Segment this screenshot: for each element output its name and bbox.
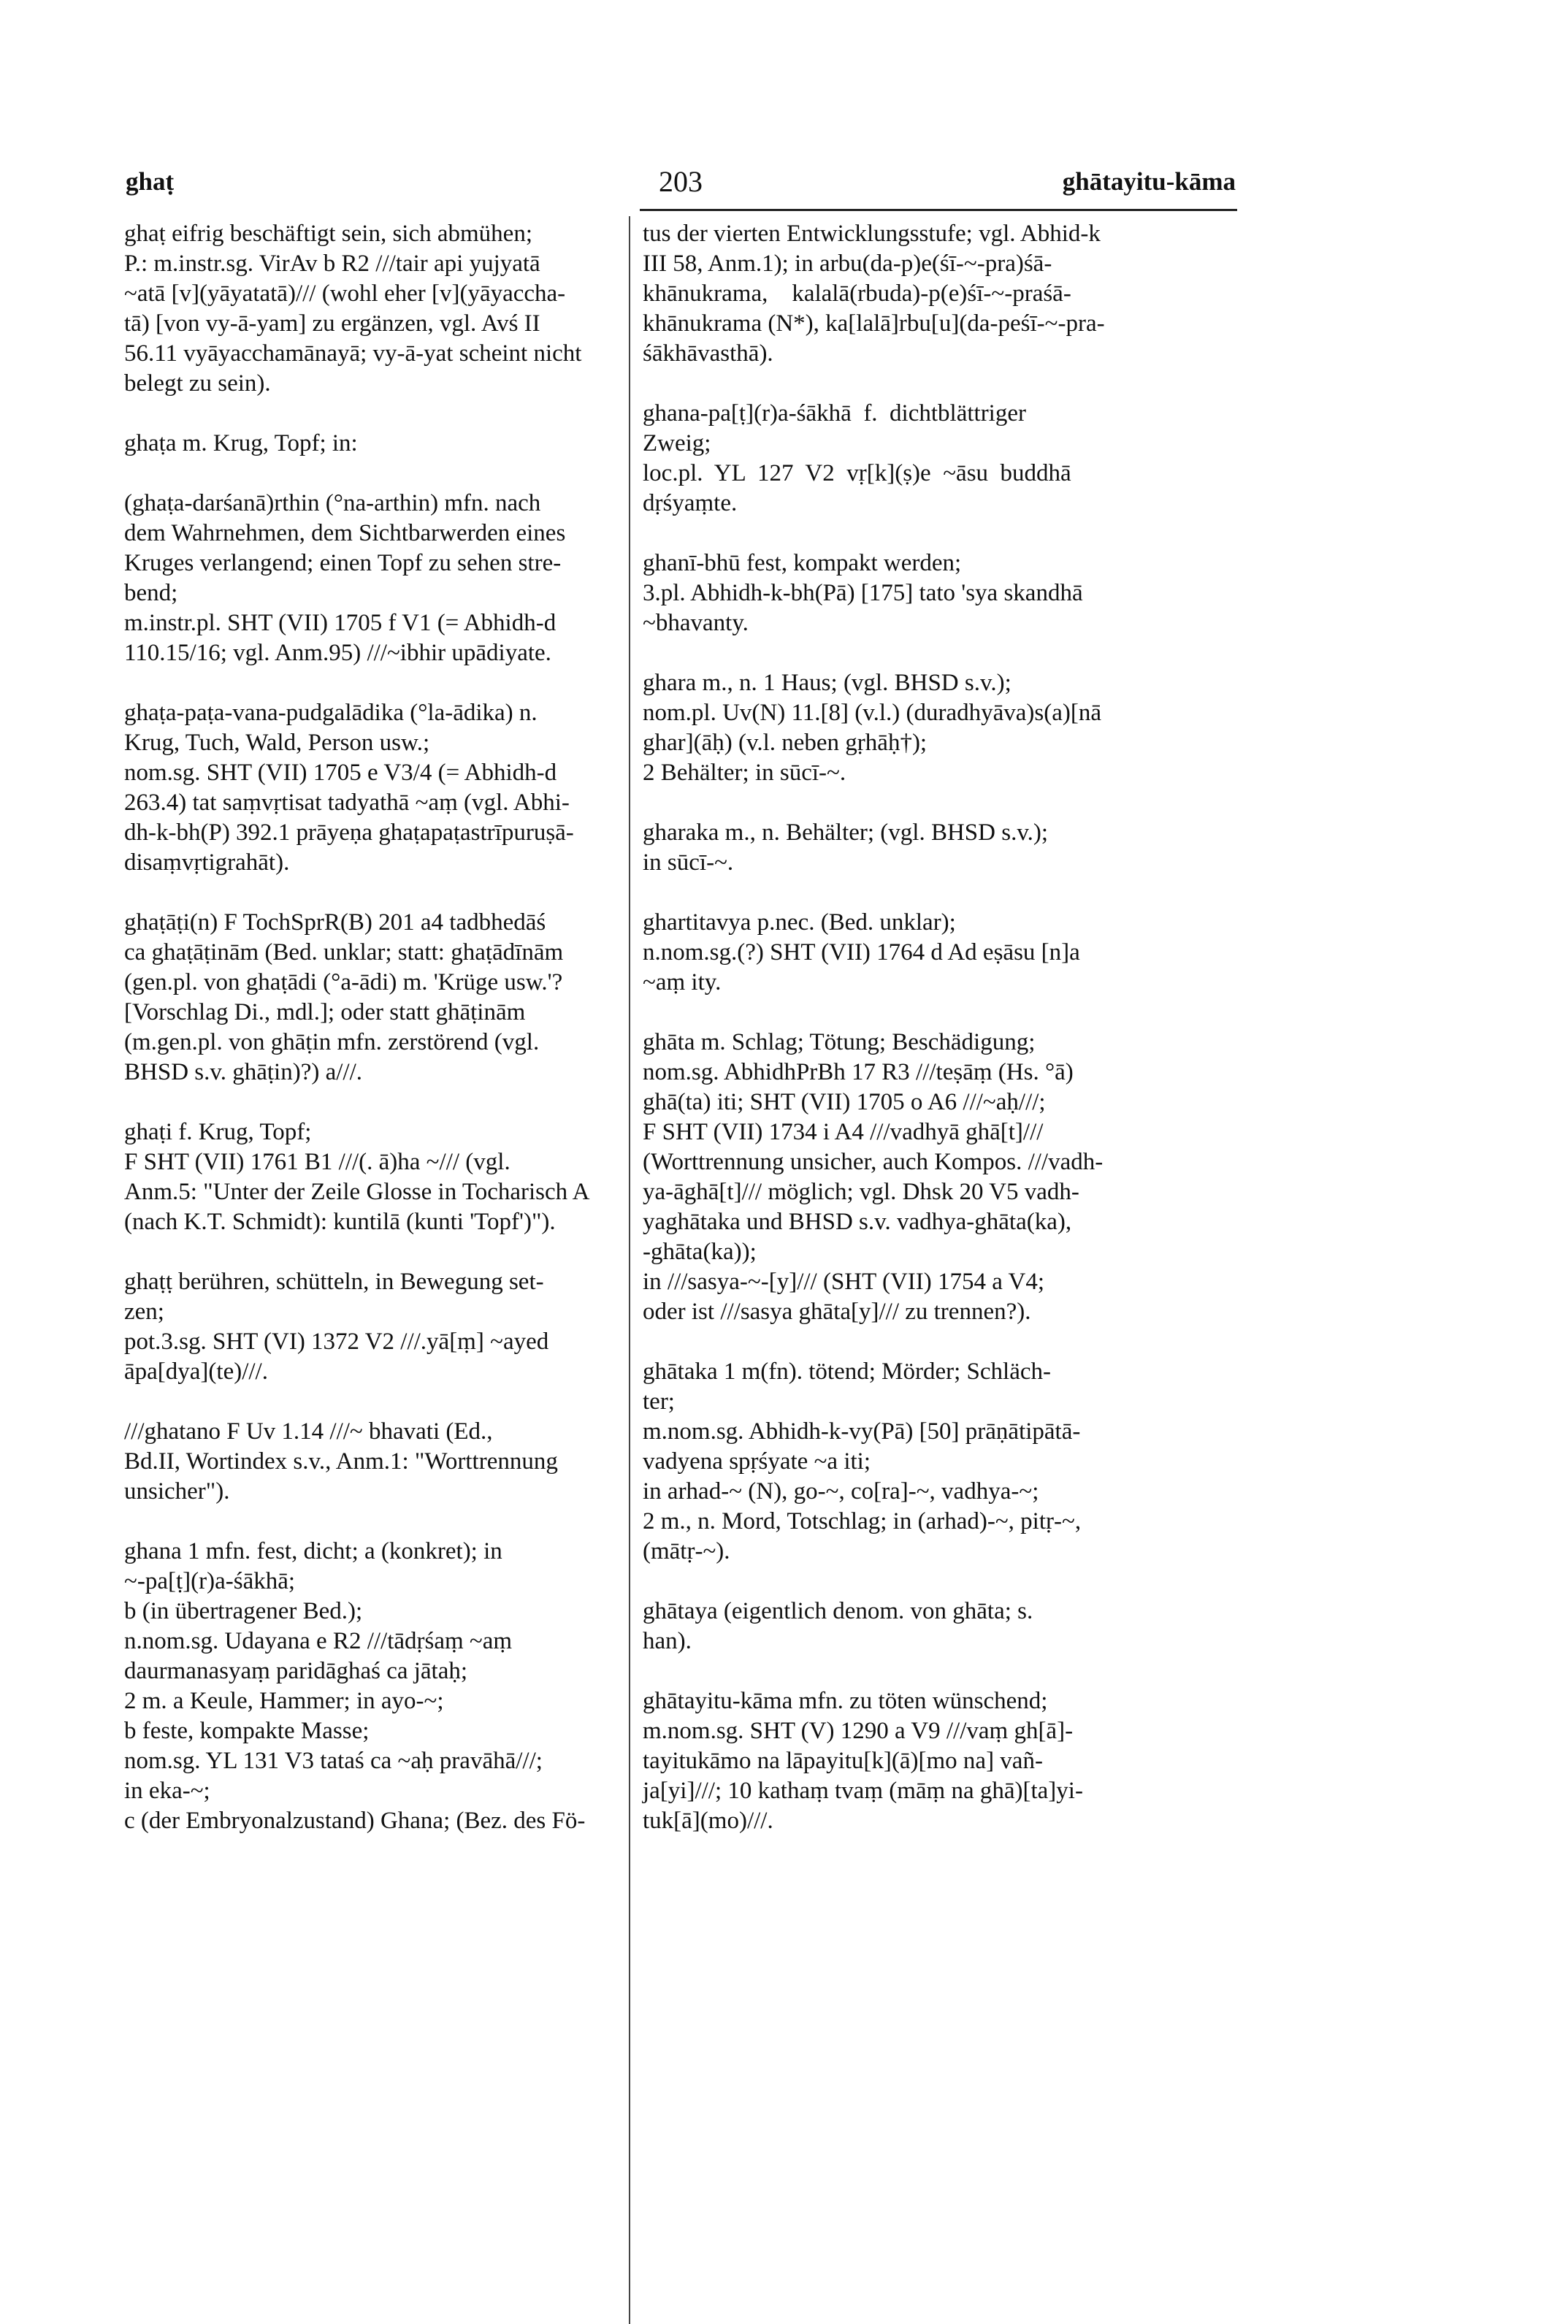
dictionary-entry [643, 1028, 1237, 1327]
entry-line: yaghātaka und BHSD s.v. vadhya-ghāta(ka), [643, 1209, 1072, 1235]
entry-line: Zweig; [643, 430, 711, 456]
entry-line: ~atā [v](yāyatatā)/// (wohl eher [v](yāyaccha- [124, 280, 566, 307]
entry-line: n.nom.sg.(?) SHT (VII) 1764 d Ad eṣāsu [n]a [643, 939, 1080, 966]
page-header [126, 167, 1236, 202]
right-column [643, 219, 1237, 1866]
entry-line: nom.sg. YL 131 V3 tataś ca ~aḥ pravāhā///; [124, 1748, 543, 1774]
entry-line: (m.gen.pl. von ghāṭin mfn. zerstörend (vgl. [124, 1029, 540, 1055]
dictionary-entry [643, 1357, 1237, 1567]
entry-line: tuk[ā](mo)///. [643, 1808, 773, 1834]
entry-line: in arhad-~ (N), go-~, co[ra]-~, vadhya-~; [643, 1478, 1039, 1505]
dictionary-entry [643, 219, 1237, 369]
entry-line: 3.pl. Abhidh-k-bh(Pā) [175] tato 'sya skandhā [643, 580, 1083, 606]
entry-line: zen; [124, 1299, 164, 1325]
entry-line: unsicher"). [124, 1478, 230, 1505]
entry-line: nom.pl. Uv(N) 11.[8] (v.l.) (duradhyāva)s(a)[nā [643, 700, 1101, 726]
entry-line: ~-pa[ṭ](r)a-śākhā; [124, 1568, 296, 1594]
entry-line: khānukrama (N*), ka[lalā]rbu[u](da-peśī-~-pra- [643, 310, 1105, 337]
dictionary-entry [124, 908, 613, 1088]
entry-headline: ghaṭa m. Krug, Topf; in: [124, 430, 358, 456]
dictionary-entry [124, 1117, 613, 1237]
dictionary-entry [124, 219, 613, 399]
entry-headline: ghaṭāṭi(n) F TochSprR(B) 201 a4 tadbhedāś [124, 909, 546, 936]
entry-line: (Worttrennung unsicher, auch Kompos. ///vadh- [643, 1149, 1104, 1175]
dictionary-entry [643, 399, 1237, 519]
entry-line: -ghāta(ka)); [643, 1239, 757, 1265]
dictionary-entry [643, 1597, 1237, 1656]
entry-line: III 58, Anm.1); in arbu(da-p)e(śī-~-pra)śā- [643, 251, 1052, 277]
entry-line: 263.4) tat saṃvṛtisat tadyathā ~aṃ (vgl. Abhi- [124, 790, 570, 816]
entry-line: disaṃvṛtigrahāt). [124, 849, 290, 876]
entry-line: 2 m., n. Mord, Totschlag; in (arhad)-~, pitṛ-~, [643, 1508, 1082, 1534]
dictionary-entry [643, 668, 1237, 788]
entry-line: m.nom.sg. SHT (V) 1290 a V9 ///vaṃ gh[ā]- [643, 1718, 1074, 1744]
entry-headline: ghartitavya p.nec. (Bed. unklar); [643, 909, 956, 936]
entry-line: ja[yi]///; 10 kathaṃ tvaṃ (māṃ na ghā)[ta]yi- [643, 1778, 1083, 1804]
entry-headline: ghara m., n. 1 Haus; (vgl. BHSD s.v.); [643, 670, 1011, 696]
entry-headline: ghana-pa[ṭ](r)a-śākhā f. dichtblättriger [643, 400, 1026, 427]
entry-line: dh-k-bh(P) 392.1 prāyeṇa ghaṭapaṭastrīpuruṣā- [124, 819, 574, 846]
entry-headline: (ghaṭa-darśanā)rthin (°na-arthin) mfn. nach [124, 490, 541, 516]
entry-line: 56.11 vyāyacchamānayā; vy-ā-yat scheint nicht [124, 340, 582, 367]
entry-headline: ghāta m. Schlag; Tötung; Beschädigung; [643, 1029, 1036, 1055]
entry-line: ~aṃ ity. [643, 969, 722, 995]
entry-line: ter; [643, 1388, 675, 1415]
entry-line: ca ghaṭāṭinām (Bed. unklar; statt: ghaṭādīnām [124, 939, 564, 966]
entry-headline: ghana 1 mfn. fest, dicht; a (konkret); in [124, 1538, 502, 1564]
dictionary-entry [643, 818, 1237, 878]
dictionary-entry [124, 1417, 613, 1507]
entry-line: ghā(ta) iti; SHT (VII) 1705 o A6 ///~aḥ///; [643, 1089, 1046, 1115]
running-head-right: ghātayitu-kāma [1062, 167, 1236, 196]
dictionary-entry [124, 429, 613, 459]
entry-line: belegt zu sein). [124, 370, 271, 397]
entry-line: nom.sg. AbhidhPrBh 17 R3 ///teṣāṃ (Hs. °ā) [643, 1059, 1074, 1085]
dictionary-entry [643, 908, 1237, 998]
entry-line: [Vorschlag Di., mdl.]; oder statt ghāṭinām [124, 999, 526, 1025]
entry-line: tayitukāmo na lāpayitu[k](ā)[mo na] vañ- [643, 1748, 1043, 1774]
entry-line: khānukrama, kalalā(rbuda)-p(e)śī-~-praśā- [643, 280, 1071, 307]
entry-headline: ghātaya (eigentlich denom. von ghāta; s. [643, 1598, 1033, 1624]
entry-headline: ghaṭa-paṭa-vana-pudgalādika (°la-ādika) n. [124, 700, 538, 726]
dictionary-entry [124, 1267, 613, 1387]
entry-line: ghar](āḥ) (v.l. neben gṛhāḥ†); [643, 730, 928, 756]
entry-line: dem Wahrnehmen, dem Sichtbarwerden eines [124, 520, 566, 546]
entry-headline: ghaṭ eifrig beschäftigt sein, sich abmühen; [124, 221, 533, 247]
entry-line: śākhāvasthā). [643, 340, 773, 367]
entry-headline: ///ghatano F Uv 1.14 ///~ bhavati (Ed., [124, 1418, 493, 1445]
entry-line: vadyena spṛśyate ~a iti; [643, 1448, 871, 1475]
entry-line: b feste, kompakte Masse; [124, 1718, 370, 1744]
entry-line: 2 m. a Keule, Hammer; in ayo-~; [124, 1688, 444, 1714]
entry-line: oder ist ///sasya ghāta[y]/// zu trennen?). [643, 1299, 1031, 1325]
left-column [124, 219, 613, 1866]
entry-headline: ghaṭi f. Krug, Topf; [124, 1119, 312, 1145]
entry-line: Anm.5: "Unter der Zeile Glosse in Tocharisch A [124, 1179, 590, 1205]
dictionary-entry [643, 548, 1237, 638]
column-divider [629, 216, 630, 2324]
entry-line: Krug, Tuch, Wald, Person usw.; [124, 730, 430, 756]
entry-line: bend; [124, 580, 178, 606]
entry-line: tā) [von vy-ā-yam] zu ergänzen, vgl. Avś II [124, 310, 540, 337]
entry-line: 110.15/16; vgl. Anm.95) ///~ibhir upādiyate. [124, 640, 551, 666]
entry-headline: ghātayitu-kāma mfn. zu töten wünschend; [643, 1688, 1048, 1714]
dictionary-entry [124, 489, 613, 668]
entry-line: c (der Embryonalzustand) Ghana; (Bez. des Fö- [124, 1808, 586, 1834]
header-rule [640, 209, 1237, 211]
entry-line: han). [643, 1628, 692, 1654]
entry-line: (gen.pl. von ghaṭādi (°a-ādi) m. 'Krüge usw.'? [124, 969, 563, 995]
entry-line: in sūcī-~. [643, 849, 734, 876]
entry-line: 2 Behälter; in sūcī-~. [643, 760, 846, 786]
entry-line: daurmanasyaṃ paridāghaś ca jātaḥ; [124, 1658, 468, 1684]
entry-headline: gharaka m., n. Behälter; (vgl. BHSD s.v.); [643, 819, 1049, 846]
entry-line: āpa[dya](te)///. [124, 1358, 268, 1385]
entry-line: m.nom.sg. Abhidh-k-vy(Pā) [50] prāṇātipātā- [643, 1418, 1081, 1445]
entry-line: b (in übertragener Bed.); [124, 1598, 363, 1624]
entry-line: Bd.II, Wortindex s.v., Anm.1: "Worttrennung [124, 1448, 558, 1475]
entry-line: dṛśyaṃte. [643, 490, 738, 516]
entry-headline: tus der vierten Entwicklungsstufe; vgl. Abhid-k [643, 221, 1101, 247]
entry-line: pot.3.sg. SHT (VI) 1372 V2 ///.yā[ṃ] ~ayed [124, 1329, 549, 1355]
dictionary-entry [643, 1686, 1237, 1836]
entry-line: (mātṛ-~). [643, 1538, 730, 1564]
entry-headline: ghātaka 1 m(fn). tötend; Mörder; Schläch- [643, 1358, 1051, 1385]
dictionary-entry [124, 698, 613, 878]
entry-line: in eka-~; [124, 1778, 210, 1804]
entry-line: Kruges verlangend; einen Topf zu sehen stre- [124, 550, 562, 576]
entry-headline: ghanī-bhū fest, kompakt werden; [643, 550, 962, 576]
entry-line: in ///sasya-~-[y]/// (SHT (VII) 1754 a V4; [643, 1269, 1045, 1295]
entry-line: m.instr.pl. SHT (VII) 1705 f V1 (= Abhidh-d [124, 610, 557, 636]
entry-headline: ghaṭṭ berühren, schütteln, in Bewegung set- [124, 1269, 544, 1295]
entry-line: (nach K.T. Schmidt): kuntilā (kunti 'Topf')"). [124, 1209, 556, 1235]
page-number: 203 [659, 165, 703, 198]
entry-line: BHSD s.v. ghāṭin)?) a///. [124, 1059, 362, 1085]
entry-line: ya-āghā[t]/// möglich; vgl. Dhsk 20 V5 vadh- [643, 1179, 1079, 1205]
entry-line: loc.pl. YL 127 V2 vṛ[k](ṣ)e ~āsu buddhā [643, 460, 1071, 486]
entry-line: ~bhavanty. [643, 610, 749, 636]
entry-line: nom.sg. SHT (VII) 1705 e V3/4 (= Abhidh-d [124, 760, 557, 786]
entry-line: P.: m.instr.sg. VirAv b R2 ///tair api yujyatā [124, 251, 540, 277]
running-head-left: ghaṭ [126, 167, 175, 196]
entry-line: F SHT (VII) 1761 B1 ///(. ā)ha ~/// (vgl. [124, 1149, 510, 1175]
entry-line: n.nom.sg. Udayana e R2 ///tādṛśaṃ ~aṃ [124, 1628, 513, 1654]
dictionary-entry [124, 1537, 613, 1836]
entry-line: F SHT (VII) 1734 i A4 ///vadhyā ghā[t]/// [643, 1119, 1044, 1145]
